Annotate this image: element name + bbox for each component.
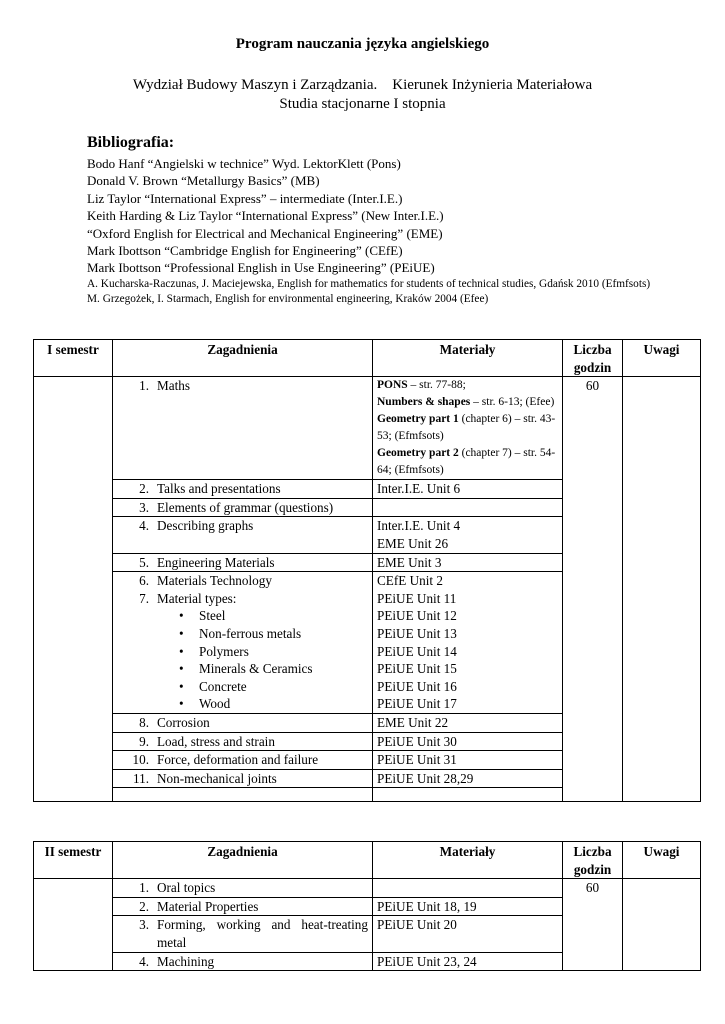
material-entry: PEiUE Unit 12 xyxy=(377,608,457,624)
topics-cell xyxy=(113,732,373,751)
bullet-text: Concrete xyxy=(199,678,247,694)
topic-number: 5. xyxy=(139,554,149,570)
material-entry: PEiUE Unit 31 xyxy=(377,752,457,768)
materials-cell xyxy=(373,498,563,517)
hours-header: Liczba godzin xyxy=(563,842,623,879)
materials-cell xyxy=(373,713,563,732)
faculty-line: Wydział Budowy Maszyn i Zarządzania. Kierunek Inżynieria Materiałowa xyxy=(132,77,593,93)
topic-number: 3. xyxy=(139,917,149,933)
bullet-item xyxy=(117,625,368,643)
bibliography-item: M. Grzegożek, I. Starmach, English for environmental engineering, Kraków 2004 (Efee) xyxy=(87,292,489,305)
topic-number: 6. xyxy=(139,573,149,589)
material-entry xyxy=(377,411,558,445)
topic-item xyxy=(117,572,368,590)
hours-cell: 60 xyxy=(563,879,623,971)
material-details: (chapter 6) – str. 43-53; (Efmfsots) xyxy=(377,413,556,443)
topics-cell xyxy=(113,916,373,952)
material-source: Geometry part 2 xyxy=(377,447,459,460)
topic-item xyxy=(117,499,368,517)
topic-text: Engineering Materials xyxy=(157,554,275,570)
topic-text: Forming, working and heat-treating metal xyxy=(157,917,368,950)
topic-item xyxy=(117,953,368,971)
topic-text: Materials Technology xyxy=(157,573,272,589)
study-line: Studia stacjonarne I stopnia xyxy=(279,96,446,112)
material-entry: EME Unit 3 xyxy=(377,554,442,570)
bibliography-item: “Oxford English for Electrical and Mechanical Engineering” (EME) xyxy=(87,225,443,241)
topic-text: Machining xyxy=(157,953,215,969)
topics-cell xyxy=(113,553,373,572)
topic-number: 11. xyxy=(133,770,149,786)
topics-cell xyxy=(113,713,373,732)
bibliography-item: Donald V. Brown “Metallurgy Basics” (MB) xyxy=(87,173,320,189)
topic-item xyxy=(117,770,368,788)
semester-cell xyxy=(34,879,113,971)
bullet-icon: • xyxy=(179,661,184,677)
topic-item xyxy=(117,733,368,751)
material-entry: PEiUE Unit 28,29 xyxy=(377,770,474,786)
topic-text: Talks and presentations xyxy=(157,481,281,497)
notes-cell xyxy=(623,879,701,971)
material-source: Numbers & shapes xyxy=(377,396,471,409)
topic-text: Force, deformation and failure xyxy=(157,752,319,768)
material-entry: PEiUE Unit 14 xyxy=(377,643,457,659)
material-entry: PEiUE Unit 18, 19 xyxy=(377,898,477,914)
topic-number: 7. xyxy=(139,590,149,606)
notes-cell xyxy=(623,377,701,802)
topic-number: 2. xyxy=(139,898,149,914)
materials-cell xyxy=(373,751,563,770)
materials-cell xyxy=(373,879,563,898)
materials-cell xyxy=(373,553,563,572)
topic-number: 2. xyxy=(139,481,149,497)
materials-header: Materiały xyxy=(373,340,563,377)
bullet-text: Non-ferrous metals xyxy=(199,625,302,641)
material-entry: EME Unit 26 xyxy=(377,535,449,551)
topic-number: 4. xyxy=(139,518,149,534)
semester-header: I semestr xyxy=(34,340,113,377)
materials-cell xyxy=(373,572,563,714)
material-source: Geometry part 1 xyxy=(377,413,459,426)
topics-header: Zagadnienia xyxy=(113,842,373,879)
materials-cell xyxy=(373,952,563,971)
bullet-text: Steel xyxy=(199,608,226,624)
semester-1-table xyxy=(33,339,701,802)
topic-text: Material Properties xyxy=(157,898,259,914)
topic-item xyxy=(117,916,368,951)
topic-item xyxy=(117,377,368,395)
topic-text: Material types: xyxy=(157,590,237,606)
page-title: Program nauczania języka angielskiego xyxy=(235,36,490,52)
material-entry: PEiUE Unit 30 xyxy=(377,733,457,749)
material-entry: PEiUE Unit 13 xyxy=(377,625,457,641)
topic-number: 10. xyxy=(132,752,149,768)
topic-text: Elements of grammar (questions) xyxy=(157,499,334,515)
topics-header: Zagadnienia xyxy=(113,340,373,377)
topic-number: 8. xyxy=(139,714,149,730)
materials-cell xyxy=(373,769,563,788)
material-entry: PEiUE Unit 17 xyxy=(377,696,457,712)
topic-number: 4. xyxy=(139,953,149,969)
material-entry xyxy=(377,445,558,479)
bullet-icon: • xyxy=(179,608,184,624)
topic-text: Maths xyxy=(157,378,190,394)
bibliography-item: A. Kucharska-Raczunas, J. Maciejewska, English for mathematics for students of technical studies, Gdańsk 2010 (Efmfsots) xyxy=(87,277,651,290)
material-entry: Inter.I.E. Unit 6 xyxy=(377,481,461,497)
material-details: (chapter 7) – str. 54-64; (Efmfsots) xyxy=(377,447,556,477)
materials-header: Materiały xyxy=(373,842,563,879)
topic-item xyxy=(117,554,368,572)
semester-2-table xyxy=(33,841,701,971)
topic-number: 1. xyxy=(139,880,149,896)
bullet-icon: • xyxy=(179,643,184,659)
topic-item xyxy=(117,480,368,498)
bibliography-item: Mark Ibottson “Professional English in Use Engineering” (PEiUE) xyxy=(87,260,435,276)
bibliography-item: Liz Taylor “International Express” – intermediate (Inter.I.E.) xyxy=(87,190,403,206)
topics-cell xyxy=(113,751,373,770)
notes-header: Uwagi xyxy=(623,340,701,377)
topic-text: Non-mechanical joints xyxy=(157,770,277,786)
material-entry: CEfE Unit 2 xyxy=(377,573,443,589)
material-entry: PEiUE Unit 23, 24 xyxy=(377,953,477,969)
topic-item xyxy=(117,879,368,897)
topic-text: Corrosion xyxy=(157,714,210,730)
semester-cell xyxy=(34,377,113,802)
topics-cell xyxy=(113,897,373,916)
hours-header: Liczba godzin xyxy=(563,340,623,377)
material-details: – str. 6-13; (Efee) xyxy=(470,396,555,409)
materials-cell xyxy=(373,732,563,751)
material-details: – str. 77-88; xyxy=(407,379,466,392)
material-entry: EME Unit 22 xyxy=(377,714,449,730)
bullet-text: Minerals & Ceramics xyxy=(199,661,313,677)
material-entry: Inter.I.E. Unit 4 xyxy=(377,518,461,534)
topic-number: 9. xyxy=(139,733,149,749)
materials-cell xyxy=(373,517,563,553)
bibliography-list xyxy=(87,155,667,307)
topics-cell xyxy=(113,952,373,971)
table-row xyxy=(34,377,701,480)
material-entry xyxy=(377,394,558,411)
bullet-item xyxy=(117,695,368,713)
bullet-text: Polymers xyxy=(199,643,249,659)
topics-cell xyxy=(113,572,373,714)
topics-cell xyxy=(113,879,373,898)
bullet-text: Wood xyxy=(199,696,231,712)
topic-item xyxy=(117,751,368,769)
topic-text: Oral topics xyxy=(157,880,216,896)
topic-text: Load, stress and strain xyxy=(157,733,275,749)
material-entry xyxy=(377,377,558,394)
bullet-icon: • xyxy=(179,678,184,694)
bullet-item xyxy=(117,607,368,625)
semester-header: II semestr xyxy=(34,842,113,879)
material-entry: PEiUE Unit 16 xyxy=(377,678,457,694)
bibliography-item: Bodo Hanf “Angielski w technice” Wyd. LektorKlett (Pons) xyxy=(87,156,401,171)
bullet-item xyxy=(117,660,368,678)
table-row xyxy=(34,879,701,898)
bullet-icon: • xyxy=(179,696,184,712)
topic-item xyxy=(117,590,368,608)
topic-number: 3. xyxy=(139,499,149,515)
bullet-item xyxy=(117,678,368,696)
topics-cell xyxy=(113,377,373,480)
materials-cell xyxy=(373,916,563,952)
bibliography-item: Mark Ibottson “Cambridge English for Engineering” (CEfE) xyxy=(87,243,403,259)
material-entry: PEiUE Unit 11 xyxy=(377,590,457,606)
bibliography-item: Keith Harding & Liz Taylor “International Express” (New Inter.I.E.) xyxy=(87,208,444,224)
blank-cell xyxy=(373,788,563,802)
topics-cell xyxy=(113,769,373,788)
hours-cell: 60 xyxy=(563,377,623,802)
materials-cell xyxy=(373,377,563,480)
notes-header: Uwagi xyxy=(623,842,701,879)
topic-item xyxy=(117,517,368,535)
topic-number: 1. xyxy=(139,378,149,394)
materials-cell xyxy=(373,897,563,916)
topic-item xyxy=(117,898,368,916)
bullet-item xyxy=(117,643,368,661)
topic-text: Describing graphs xyxy=(157,518,254,534)
topics-cell xyxy=(113,517,373,553)
bibliography-heading: Bibliografia: xyxy=(87,134,175,151)
topics-cell xyxy=(113,480,373,499)
material-source: PONS xyxy=(377,379,408,392)
topics-cell xyxy=(113,498,373,517)
topic-item xyxy=(117,714,368,732)
blank-cell xyxy=(113,788,373,802)
material-entry: PEiUE Unit 15 xyxy=(377,661,457,677)
material-entry: PEiUE Unit 20 xyxy=(377,917,457,933)
bullet-icon: • xyxy=(179,625,184,641)
materials-cell xyxy=(373,480,563,499)
